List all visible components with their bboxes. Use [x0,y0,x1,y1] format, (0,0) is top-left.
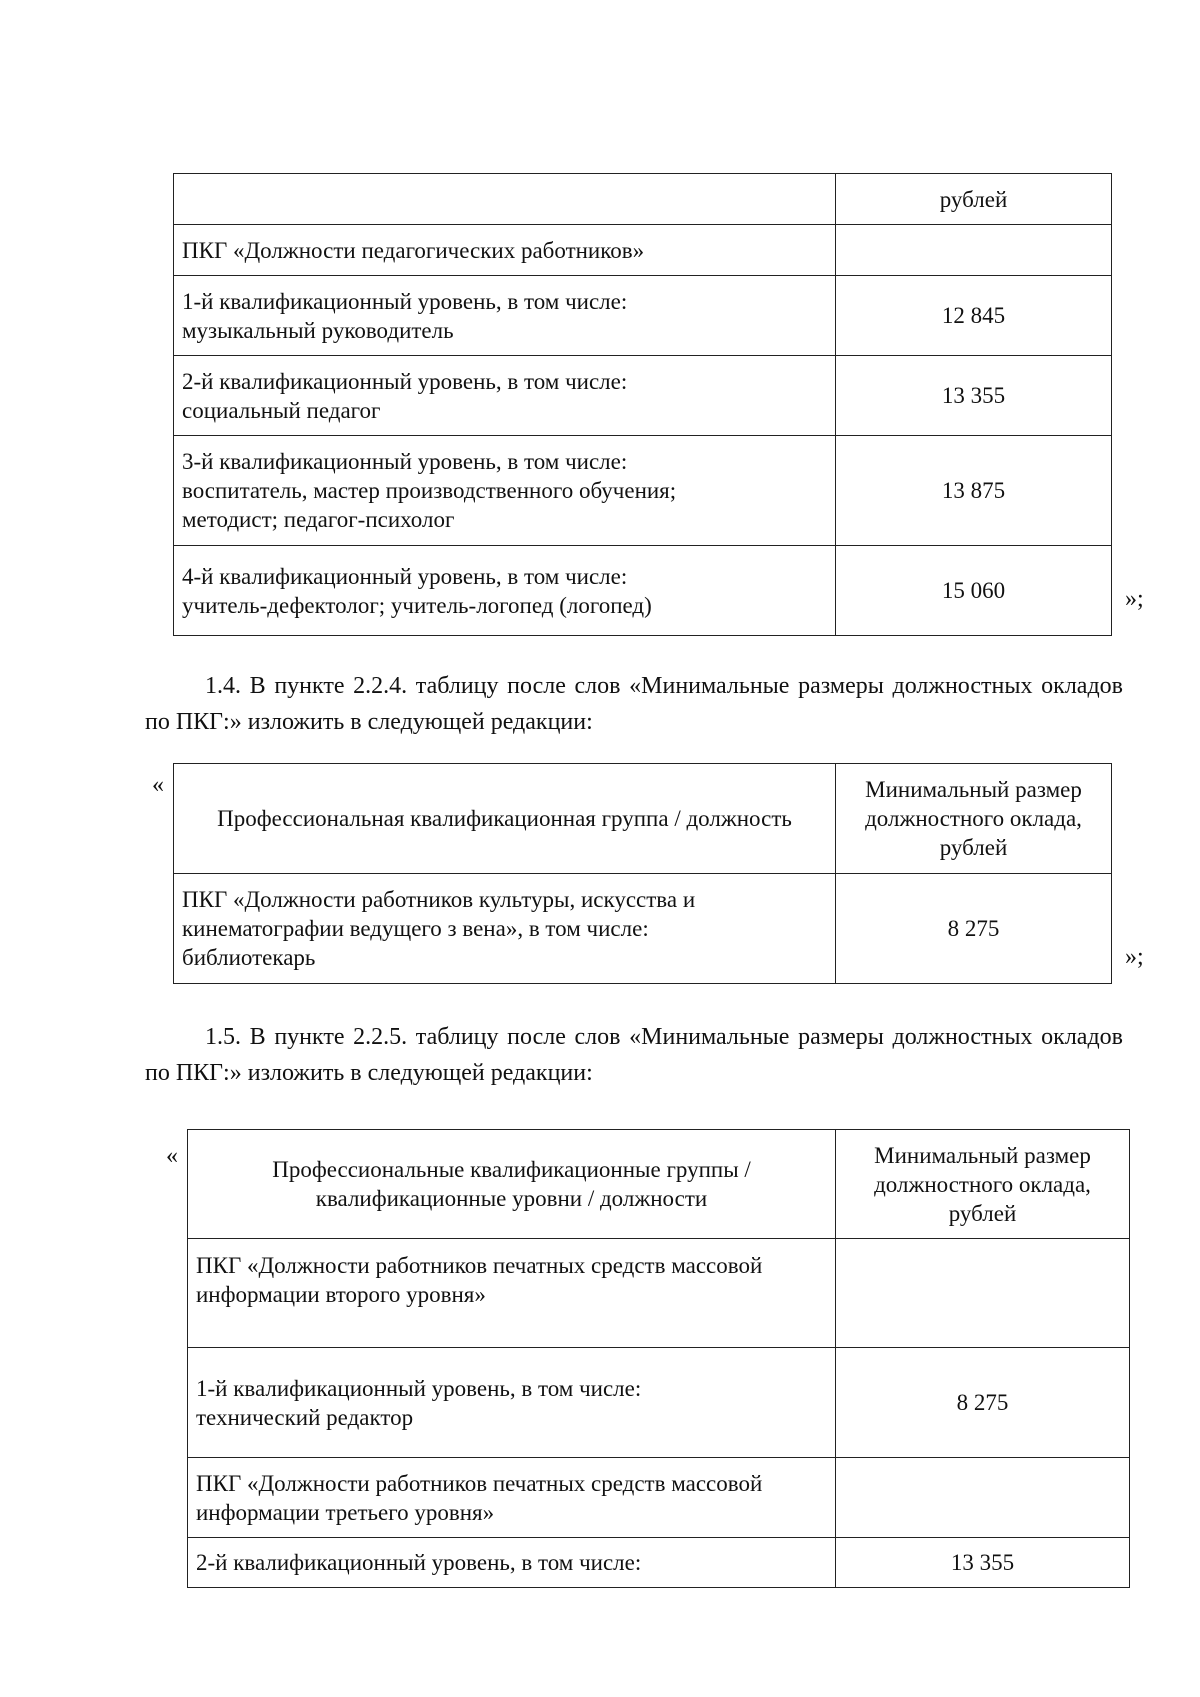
position-list: музыкальный руководитель [182,317,454,343]
table-cell [836,1458,1130,1538]
table-row [188,1239,1130,1348]
table-row [174,764,1112,874]
closing-quote-mark: »; [1125,944,1144,970]
opening-quote-mark: « [152,772,164,798]
salary-value: 13 355 [836,1538,1130,1588]
level-cell [174,276,836,356]
header-line: должностного оклада, [865,806,1082,831]
closing-quote-mark: »; [1125,586,1144,612]
header-line: рублей [948,1200,1017,1226]
table-cell [174,174,836,225]
table-row [174,276,1112,356]
level-cell [188,1348,836,1458]
group-cell [188,1239,836,1348]
salary-value: 13 875 [836,436,1112,546]
level-title: 1-й квалификационный уровень, в том числе: [196,1375,642,1401]
table-row [174,174,1112,225]
position-list: библиотекарь [182,945,316,970]
position-list: учитель-дефектолог; учитель-логопед (логопед) [182,592,652,618]
group-title: ПКГ «Должности работников культуры, искусства и [182,887,696,912]
salary-table-print-media [187,1129,1130,1588]
opening-quote-mark: « [166,1143,178,1169]
column-header-salary [836,1130,1130,1239]
table-cell [836,225,1112,276]
level-title: 1-й квалификационный уровень, в том числе: [182,288,628,314]
salary-table-pedagogical [173,173,1112,636]
level-cell [174,436,836,546]
table-cell [836,1239,1130,1348]
position-list: социальный педагог [182,397,381,423]
table-row [188,1458,1130,1538]
group-cell [188,1458,836,1538]
table-row [188,1348,1130,1458]
group-title: ПКГ «Должности работников печатных средств массовой [196,1253,763,1278]
group-title: информации второго уровня» [196,1282,486,1307]
level-title: 3-й квалификационный уровень, в том числе: [182,449,628,474]
header-line: должностного оклада, [874,1171,1091,1197]
salary-table-culture [173,763,1112,984]
column-header-group: Профессиональная квалификационная группа / должность [174,764,836,874]
group-title: ПКГ «Должности работников печатных средств массовой [196,1470,763,1496]
table-row [188,1130,1130,1239]
group-title: ПКГ «Должности педагогических работников» [174,225,836,276]
header-line: Профессиональные квалификационные группы / [272,1157,751,1182]
header-line: Минимальный размер [874,1142,1091,1168]
position-list: воспитатель, мастер производственного обучения; [182,478,677,503]
group-title: информации третьего уровня» [196,1499,495,1525]
column-header-salary [836,764,1112,874]
salary-value: 12 845 [836,276,1112,356]
level-title: 4-й квалификационный уровень, в том числе: [182,563,628,589]
amendment-paragraph-1-4: 1.4. В пункте 2.2.4. таблицу после слов «Минимальные размеры должностных окладов по ПКГ:» изложить в следующей редакции: [145,673,1123,735]
table-row [174,874,1112,984]
header-line: квалификационные уровни / должности [315,1186,708,1211]
column-header-group [188,1130,836,1239]
table-row [174,546,1112,636]
table-row [188,1538,1130,1588]
group-title: кинематографии ведущего з вена», в том числе: [182,916,649,941]
amendment-paragraph-1-5: 1.5. В пункте 2.2.5. таблицу после слов «Минимальные размеры должностных окладов по ПКГ:» изложить в следующей редакции: [145,1024,1123,1086]
salary-value: 8 275 [836,1348,1130,1458]
salary-value: 15 060 [836,546,1112,636]
table-row [174,225,1112,276]
header-line: рублей [939,835,1008,860]
position-list: методист; педагог-психолог [182,507,455,532]
group-cell [174,874,836,984]
level-cell [174,356,836,436]
level-cell [174,546,836,636]
position-list: технический редактор [196,1404,414,1430]
level-title: 2-й квалификационный уровень, в том числе: [182,368,628,394]
header-line: Минимальный размер [865,777,1082,802]
salary-value: 8 275 [836,874,1112,984]
salary-value: 13 355 [836,356,1112,436]
unit-header: рублей [836,174,1112,225]
level-title: 2-й квалификационный уровень, в том числе: [188,1538,836,1588]
table-row [174,436,1112,546]
table-row [174,356,1112,436]
